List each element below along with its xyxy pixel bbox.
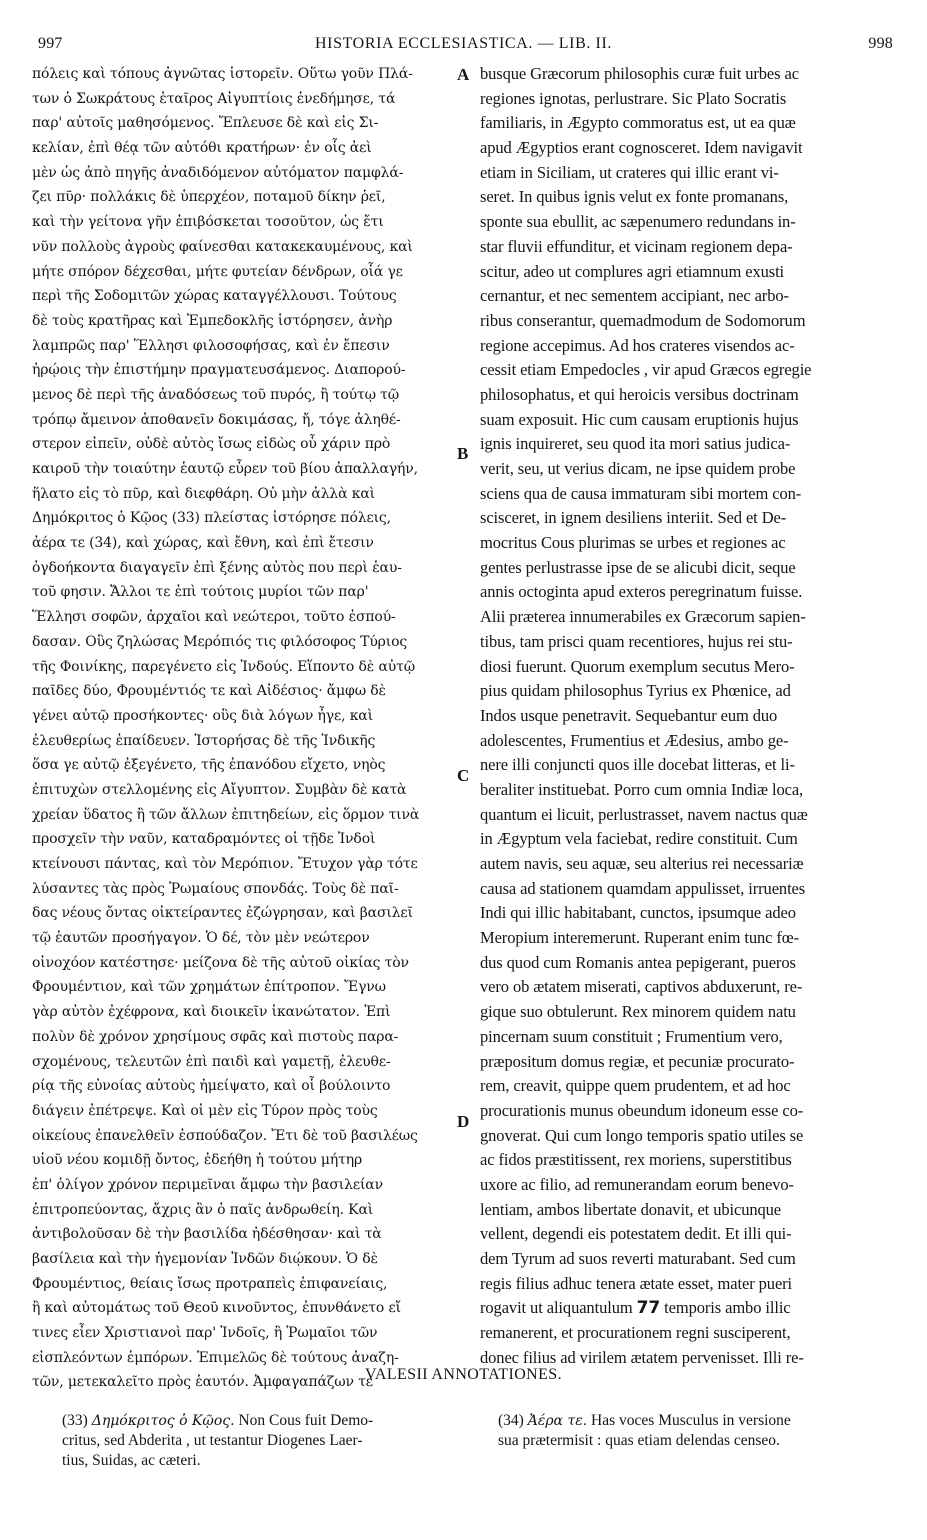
latin-line: familiaris, in Ægypto commoratus est, ut ea quæ [480,113,796,133]
latin-line: donec filius ad virilem ætatem pervenisset. Illi re- [480,1347,804,1367]
greek-line: ἐπιτυχὼν στελλομένης εἰς Αἴγυπτον. Συμβὰν δὲ κατὰ [32,781,407,798]
section-marker-c: C [457,766,470,785]
annotation-lemma: Δημόκριτος ὁ Κῷος. [91,1413,235,1429]
annotation-text: Has voces Musculus in versione [591,1412,791,1429]
annotation-line [498,1411,898,1431]
latin-line: Indi qui illic habitabant, cunctos, ipsumque adeo [480,903,796,923]
latin-line: procurationis munus obeundum idoneum esse co- [480,1100,804,1120]
greek-line: ἀέρα τε (34), καὶ χώρας, καὶ ἔθνη, καὶ ἐπὶ ἔτεσιν [32,535,374,552]
latin-line: uxore ac filio, ad remunerandam eorum benevo- [480,1174,794,1194]
latin-line: seret. In quibus ignis velut ex fonte promanans, [480,187,789,207]
greek-line: ἢ καὶ αὐτομάτως τοῦ Θεοῦ κινοῦντος, ἐπυνθάνετο εἴ [32,1300,401,1317]
latin-line: annis octoginta apud exteros peregrinatum fuisse. [480,582,803,602]
greek-line: καιροῦ τὴν τοιαύτην ἑαυτῷ εὗρεν τοῦ βίου ἀπαλλαγήν, [32,461,418,477]
greek-line: ἐλευθερίως ἐπαίδευεν. Ἱστορήσας δὲ τῆς Ἰνδικῆς [32,732,376,749]
latin-line: verit, seu, ut verius dicam, ne ipse quidem probe [480,459,796,478]
section-marker-d: D [457,1112,470,1131]
greek-line: οἰκείους ἐπανελθεῖν ἐσπούδαζον. Ἔτι δὲ τοῦ βασιλέως [32,1127,418,1144]
annotations-heading: VALESII ANNOTATIONES. [364,1366,563,1383]
latin-line: autem navis, seu aquæ, seu alterius rei necessariæ [480,854,804,873]
greek-line: γένει αὐτῷ προσήκοντες· οὓς διὰ λόγων ἦγε, καὶ [32,707,373,724]
annotation-number: (34) [498,1412,524,1429]
left-page-number: 997 [38,35,63,52]
annotation-line: critus, sed Abderita , ut testantur Diogenes Laer- [62,1432,363,1449]
latin-line: adolescentes, Frumentius et Ædesius, ambo ge- [480,730,789,750]
annotation-number: (33) [62,1412,88,1429]
greek-line: οἰνοχόον κατέστησε· μείζονα δὲ τῆς αὐτοῦ οἰκίας τὸν [32,954,409,971]
greek-line: ὅσα γε αὐτῷ ἐξεγένετο, τῆς ἐπανόδου εἴχετο, νηὸς [32,757,386,774]
latin-line: star fluvii effunditur, et vicinam regionem depa- [480,236,793,256]
greek-line: κελίαν, ἐπὶ θέᾳ τῶν αὐτόθι κρατήρων· ἐν οἷς ἀεὶ [32,140,372,157]
annotation-lemma: Ἀέρα τε. [527,1413,588,1429]
greek-line: βασίλεια καὶ τὴν ἡγεμονίαν Ἰνδῶν διῴκουν. Ὁ δὲ [32,1251,378,1267]
annotation-text: Non Cous fuit Demo- [238,1412,374,1429]
latin-line: cernantur, et nec sementem accipiant, nec arbo- [480,286,789,306]
greek-line: τοῦ φησιν. Ἄλλοι τε ἐπὶ τούτοις μυρίοι τῶν παρ' [32,584,369,601]
latin-line: Meropium interemerunt. Ruperant enim tunc fœ- [480,928,799,948]
latin-line: quantum ei licuit, perlustrasset, navem nactus quæ [480,804,808,824]
latin-line: philosophatus, et qui heroicis versibus doctrinam [480,384,799,404]
latin-line: gentes perlustrasse ipse de se alicubi dicit, seque [480,557,796,577]
greek-line: υἱοῦ νέου κομιδῇ ὄντος, ἐδεήθη ἡ τούτου μήτηρ [32,1152,363,1169]
greek-line: ἀντιβολοῦσαν δὲ τὴν βασιλίδα ἠδέσθησαν· καὶ τὰ [32,1226,382,1243]
greek-line: ζει πῦρ· πολλάκις δὲ ὑπερχέον, ποταμοῦ δίκην ῥεῖ, [32,189,386,206]
latin-line: busque Græcorum philosophis curæ fuit urbes ac [480,64,799,83]
section-marker-b: B [457,444,469,463]
section-marker-a: A [457,65,470,84]
annotation-line: tius, Suidas, ac cæteri. [62,1452,201,1469]
greek-line: ρίᾳ τῆς εὐνοίας αὐτοὺς ἠμείψατο, καὶ οἷ βούλοιντο [32,1078,391,1095]
latin-line: scisceret, in ignem desiliens interiit. Sed et De- [480,508,787,528]
greek-line: τῶν, μετεκαλεῖτο πρὸς ἑαυτόν. Ἀμφαγαπάζων τε [32,1374,373,1391]
greek-line: ἐπιτροπεύοντας, ἄχρις ἂν ὁ παῖς ἀνδρωθείη. Καὶ [32,1201,374,1218]
greek-line: προσχεῖν τὴν ναῦν, καταδραμόντες οἱ τῇδε Ἰνδοὶ [32,831,376,848]
greek-line: των ὁ Σωκράτους ἑταῖρος Αἰγυπτίοις ἐνεδήμησε, τά [32,90,396,107]
greek-line: λαμπρῶς παρ' Ἕλλησι φιλοσοφήσας, καὶ ἐν ἔπεσιν [32,337,390,354]
greek-line: εἰσπλεόντων ἐμπόρων. Ἐπιμελῶς δὲ τούτους ἀναζη- [32,1349,399,1366]
greek-line: σχομένους, τελευτῶν ἐπὶ παιδὶ καὶ γαμετῇ, ἐλευθε- [32,1053,391,1070]
latin-line: gnoverat. Qui cum longo temporis spatio utiles se [480,1125,804,1145]
latin-line: dus quod cum Romanis antea pepigerant, pueros [480,952,796,972]
greek-line: πόλεις καὶ τόπους ἀγνῶτας ἱστορεῖν. Οὕτω γοῦν Πλά- [32,66,413,82]
latin-line: vellent, degendi eis potestatem dedit. Et illi qui- [480,1224,792,1244]
latin-line: causa ad stationem quamdam appulisset, irruentes [480,878,806,898]
latin-line: cessit etiam Empedocles , vir apud Græcos egregie [480,360,812,380]
greek-line: ἐπ' ὀλίγον χρόνον περιμεῖναι ἄμφω τὴν βασιλείαν [32,1176,383,1193]
greek-line: γὰρ αὐτὸν ἐχέφρονα, καὶ διοικεῖν ἱκανώτατον. Ἐπὶ [32,1004,391,1021]
latin-line: ribus conserantur, quemadmodum de Sodomorum [480,310,806,330]
latin-line: dem Tyrum ad suos reverti maturabant. Sed cum [480,1249,796,1268]
greek-line: τινες εἶεν Χριστιανοὶ παρ' Ἰνδοῖς, ἢ Ῥωμαῖοι τῶν [32,1325,378,1342]
greek-line: νῦν πολλοὺς ἀγροὺς φαίνεσθαι κατακεκαυμένους, καὶ [32,238,413,255]
greek-line: περὶ τῆς Σοδομιτῶν χώρας καταγγέλλουσι. Τούτους [32,288,397,305]
latin-line: ignis inquireret, seu quod ita mori satius judica- [480,434,791,454]
latin-line: etiam in Siciliam, ut crateres qui illic erant vi- [480,162,779,182]
latin-line: suam exposuit. Hic cum causam eruptionis hujus [480,409,799,429]
annotation-33 [62,1411,472,1471]
latin-line: rem, creavit, quippe quem prudentem, et ad hoc [480,1076,791,1096]
annotation-34 [498,1411,898,1451]
latin-line: pincernam suum constituit ; Frumentium vero, [480,1026,783,1046]
latin-line: ac fidos præstitissent, rex moriens, superstitibus [480,1150,792,1170]
latin-line: apud Ægyptios erant cognosceret. Idem navigavit [480,138,803,158]
latin-line: Indos usque penetravit. Sequebantur eum duo [480,705,778,725]
latin-line: scitur, adeo ut complures agri etiamnum exusti [480,261,785,281]
latin-line: remanerent, et procurationem regni susciperent, [480,1323,791,1343]
greek-line: μὲν ὡς ἀπὸ πηγῆς ἀναδιδόμενον αὐτόματον παμφλά- [32,164,404,181]
running-title: HISTORIA ECCLESIASTICA. — LIB. II. [315,35,612,52]
latin-line: gique suo obtulerunt. Rex minorem quidem natu [480,1002,796,1022]
greek-line: δὲ τοὺς κρατῆρας καὶ Ἐμπεδοκλῆς ἱστόρησεν, ἀνὴρ [32,312,393,329]
inline-page-number: 77 [636,1298,661,1319]
latin-line: diosi fuerunt. Quorum exemplum secutus Mero- [480,656,795,676]
latin-line: sciens qua de causa immaturam sibi mortem con- [480,483,802,503]
greek-line: λύσαντες τὰς πρὸς Ῥωμαίους σπονδάς. Τοὺς δὲ παῖ- [32,880,399,897]
latin-line: tibus, tam prisci quam recentiores, hujus rei stu- [480,631,793,651]
latin-line: nere illi conjuncti quos ille docebat litteras, et li- [480,755,795,775]
greek-line: κτείνουσι πάντας, καὶ τὸν Μερόπιον. Ἔτυχον γὰρ τότε [32,856,418,872]
latin-line: lentiam, ambos libertate donavit, et ubicunque [480,1199,782,1219]
greek-line: Φρουμέντιος, θείαις ἴσως προτραπεὶς ἐπιφανείαις, [32,1275,388,1292]
greek-line: στερον εἰπεῖν, οὐδὲ αὐτὸς ἴσως εἰδὼς οὗ χάριν πρὸ [32,436,391,453]
annotation-line [62,1411,472,1431]
greek-line: Δημόκριτος ὁ Κῷος (33) πλείστας ἱστόρησε πόλεις, [32,510,391,527]
line-text: rogavit ut aliquantulum [480,1298,633,1318]
greek-line: παρ' αὐτοῖς μαθησόμενος. Ἔπλευσε δὲ καὶ εἰς Σι- [32,115,379,132]
line-text: temporis ambo illic [664,1298,791,1318]
latin-line: regione accepimus. Ad hos crateres visendos ac- [480,335,795,355]
greek-line: Φρουμέντιον, καὶ τῶν χρημάτων ἐπίτροπον. Ἔγνω [32,979,386,996]
greek-line: τῆς Φοινίκης, παρεγένετο εἰς Ἰνδούς. Εἵποντο δὲ αὐτῷ [32,658,415,675]
greek-line: ἥλατο εἰς τὸ πῦρ, καὶ διεφθάρη. Οὐ μὴν ἀλλὰ καὶ [32,485,375,502]
annotation-line: sua prætermisit : quas etiam delendas censeo. [498,1432,780,1449]
latin-line: sponte sua ebullit, ac sæpenumero redundans in- [480,212,796,232]
greek-line: δασαν. Οὓς ζηλώσας Μερόπιός τις φιλόσοφος Τύριος [32,633,408,650]
latin-line: in Ægyptum vela faciebat, redire constituit. Cum [480,829,798,849]
greek-line: ὀγδοήκοντα διαγαγεῖν ἐπὶ ξένης αὐτὸς που περὶ ἑαυ- [32,559,402,576]
latin-line: pius quidam philosophus Tyrius ex Phœnice, ad [480,681,791,701]
greek-line: διάγειν ἐπέτρεψε. Καὶ οἱ μὲν εἰς Τύρον πρὸς τοὺς [32,1102,378,1119]
latin-line: beraliter instituebat. Porro cum omnia Indiæ loca, [480,779,804,799]
greek-line: χρείαν ὕδατος ἢ τῶν ἄλλων ἐπιτηδείων, εἰς ὅρμον τινὰ [32,806,420,823]
latin-line: vero ob ætatem miserati, captivos abduxerunt, re- [480,977,803,997]
greek-line: Ἕλλησι σοφῶν, ἀρχαῖοι καὶ νεώτεροι, τοῦτο ἐσπού- [32,609,396,626]
greek-line: παῖδες δύο, Φρουμέντιός τε καὶ Αἰδέσιος· ἄμφω δὲ [32,683,386,700]
greek-line: δας νέους ὄντας οἰκτείραντες ἐζώγρησαν, καὶ βασιλεῖ [32,905,413,922]
greek-line: μενος δὲ περὶ τῆς ἀναδόσεως τοῦ πυρός, ἢ τούτῳ τῷ [32,386,400,403]
greek-line: μήτε σπόρον δέχεσθαι, μήτε φυτείαν δένδρων, οἷά γε [32,263,403,280]
latin-text-column [480,62,894,1370]
latin-line: regis filius adhuc tenera ætate esset, mater pueri [480,1273,793,1293]
greek-line: καὶ τὴν γείτονα γῆν ἐπιβόσκεται τοσοῦτον, ὡς ἔτι [32,214,384,231]
greek-line: πολὺν δὲ χρόνον χρησίμους σφᾶς καὶ πιστοὺς παρα- [32,1028,399,1045]
right-page-number: 998 [868,35,893,52]
latin-line [480,1296,894,1321]
greek-line: ἡρῴοις τὴν ἐπιστήμην πραγματευσάμενος. Διαπορού- [32,362,406,379]
greek-line: τῷ ἑαυτῶν προσήγαγον. Ὁ δέ, τὸν μὲν νεώτερον [32,930,370,947]
latin-line: Alii præterea innumerabiles ex Græcorum sapien- [480,607,806,627]
greek-line: τρόπῳ ἄμεινον ἀποθανεῖν δοκιμάσας, ἤ, τόγε ἀληθέ- [32,411,401,428]
latin-line: præpositum domus regiæ, et pecuniæ procurato- [480,1051,795,1071]
greek-text-column [32,62,460,1395]
latin-line: regiones ignotas, perlustrare. Sic Plato Socratis [480,88,787,108]
latin-line: mocritus Cous plurimas se urbes et regiones ac [480,533,786,553]
